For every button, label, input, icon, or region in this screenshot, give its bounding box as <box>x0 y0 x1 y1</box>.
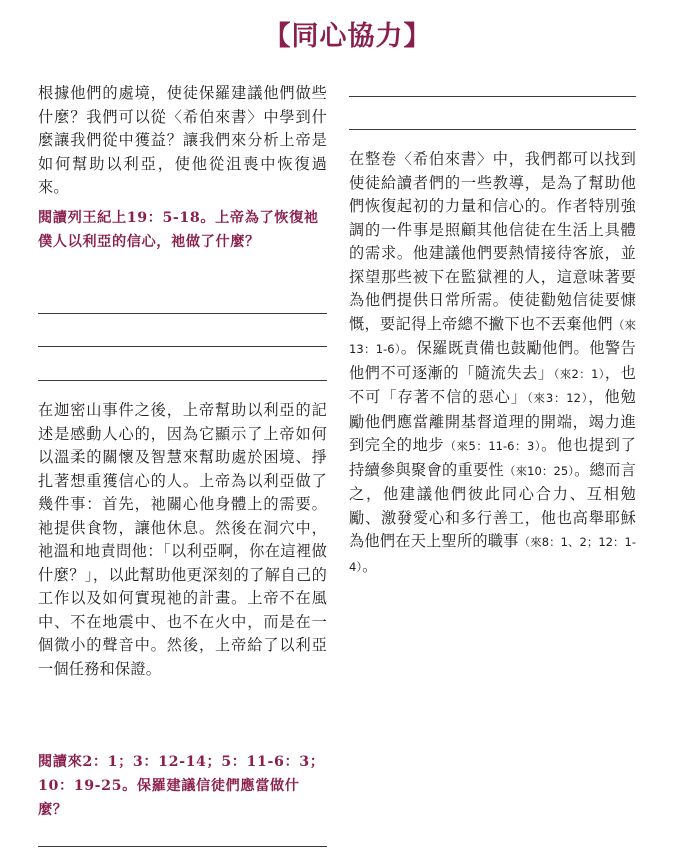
hebrews-text-3: ，也不可「存著不信的惡心」 <box>349 363 636 406</box>
answer-line-1 <box>38 313 327 314</box>
scripture-ref: （來5：11-6：3） <box>444 439 542 453</box>
hebrews-paragraph <box>349 148 636 579</box>
scripture-ref: （來3：12） <box>527 391 589 405</box>
answer-line-5 <box>349 96 636 97</box>
hebrews-text-7: 。 <box>362 556 378 575</box>
scripture-ref: （來13：1-6） <box>349 317 637 356</box>
scripture-ref: （來2：1） <box>553 366 605 381</box>
hebrews-text-1: 在整卷〈希伯來書〉中，我們都可以找到使徒給讀者們的一些教導，是為了幫助他們恢復起初的力量和信心的。作者特別強調的一件事是照顧其他信徒在生活上具體的需求。他建議他們要熱情接待客旅，並探望那些被下在監獄裡的人，這意味著要為他們提供日常所需。使徒勸勉信徒要慷慨，要記得上帝總不撇下也不丟棄他們 <box>349 150 636 333</box>
question-1: 閱讀列王紀上19：5-18。上帝為了恢復祂僕人以利亞的信心，祂做了什麼？ <box>38 210 319 250</box>
answer-line-6 <box>349 129 636 130</box>
hebrews-text-5: 。他也提到了持續參與聚會的重要性 <box>349 436 637 479</box>
hebrews-text-6: 。總而言之，他建議他們彼此同心合力、互相勉勵、激發愛心和多行善工，他也高舉耶穌為他們在天上聖所的職事 <box>349 460 636 550</box>
scripture-ref: （來8：1、2；12：1-4） <box>349 535 636 574</box>
page-title: 【同心協力】 <box>263 21 432 52</box>
answer-line-3 <box>38 380 327 381</box>
hebrews-text-4: ，他勉勵他們應當離開基督道理的開端，竭力進到完全的地步 <box>349 388 637 454</box>
intro-paragraph: 根據他們的處境，使徒保羅建議他們做些什麼？我們可以從〈希伯來書〉中學到什麼讓我們從中獲益？讓我們來分析上帝是如何幫助以利亞，使他從沮喪中恢復過來。 <box>38 84 327 196</box>
scripture-ref: （來10：25） <box>503 463 575 478</box>
answer-line-2 <box>38 346 327 347</box>
elijah-paragraph: 在迦密山事件之後，上帝幫助以利亞的記述是感動人心的，因為它顯示了上帝如何以溫柔的關懷及智慧來幫助處於困境、掙扎著想重獲信心的人。上帝為以利亞做了幾件事：首先，祂關心他身體上的需要。祂提供食物，讓他休息。然後在洞穴中，祂溫和地責問他：「以利亞啊，你在這裡做什麼？」，以此幫助他更深刻的了解自己的工作以及如何實現祂的計畫。上帝不在風中、不在地震中、也不在火中，而是在一個微小的聲音中。然後，上帝給了以利亞一個任務和保證。 <box>38 401 327 678</box>
answer-line-4 <box>38 846 327 847</box>
hebrews-text-2: 。保羅既責備也鼓勵他們。他警告他們不可逐漸的「隨流失去」 <box>349 339 637 382</box>
question-2: 閱讀來2：1；3：12-14；5：11-6：3；10：19-25。保羅建議信徒們應當做什麼？ <box>38 754 325 818</box>
